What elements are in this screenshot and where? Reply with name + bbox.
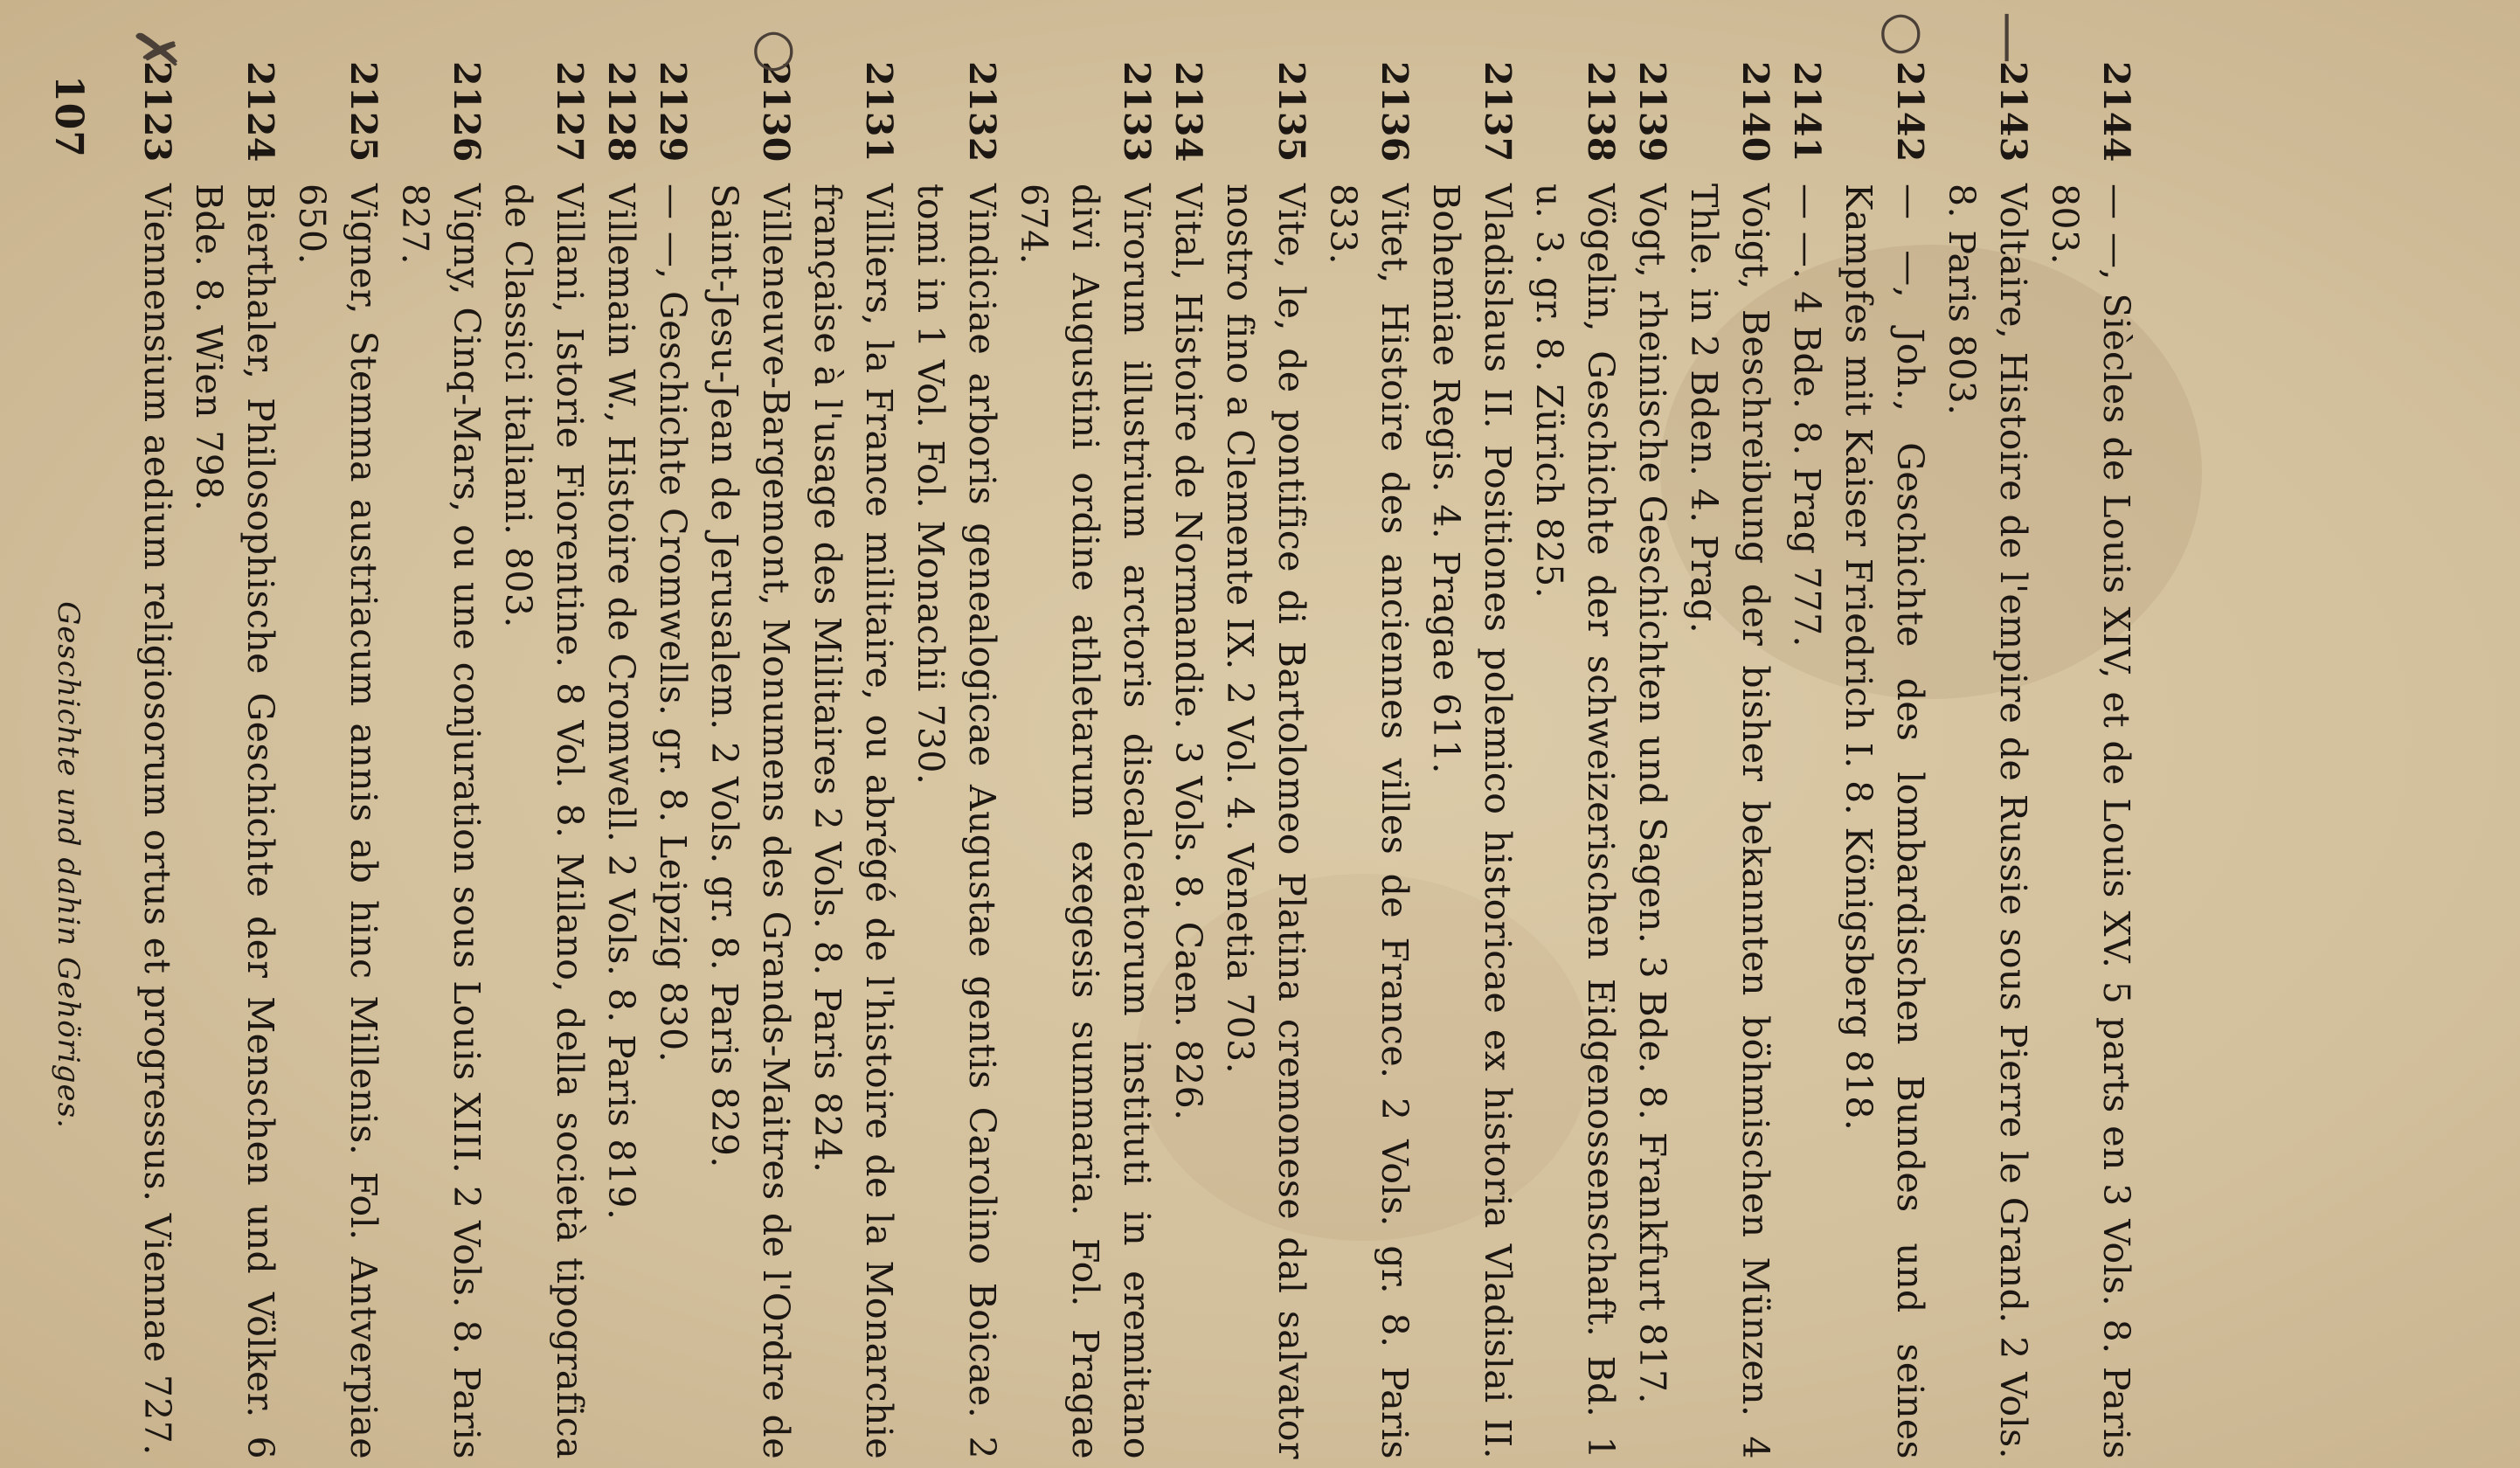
entry-text: Bierthaler, Philosophische Geschichte der Menschen und Völker. 6 Bde. 8. Wien 798. bbox=[188, 184, 281, 1459]
entry-number: 2136 bbox=[1374, 61, 1416, 163]
running-title: Geschichte und dahin Gehöriges. bbox=[51, 601, 86, 1129]
entry-text: — —, Geschichte Cromwells. gr. 8. Leipzig 830. bbox=[652, 184, 694, 1063]
entry-number: 2141 bbox=[1786, 61, 1828, 163]
entry-number: 2130 bbox=[755, 61, 797, 163]
entry-number: 2126 bbox=[446, 61, 488, 163]
catalog-entry bbox=[1626, 61, 1678, 1459]
entry-number: 2144 bbox=[2095, 61, 2137, 163]
catalog-entry bbox=[698, 61, 801, 1459]
catalog-entry bbox=[595, 61, 647, 1459]
entry-text: — —, Siècles de Louis XIV, et de Louis XV. 5 parts en 3 Vols. 8. Paris 803. bbox=[2044, 184, 2137, 1459]
entry-text: Vital, Histoire de Normandie. 3 Vols. 8. Caen. 826. bbox=[1167, 184, 1209, 1121]
catalog-entry bbox=[1162, 61, 1214, 1459]
catalog-entry bbox=[492, 61, 595, 1459]
entry-number: 2138 bbox=[1580, 61, 1622, 163]
entry-number: 2133 bbox=[1116, 61, 1158, 163]
entry-number: 2143 bbox=[1992, 61, 2034, 163]
entry-number: 2139 bbox=[1631, 61, 1673, 163]
entry-number: 2125 bbox=[343, 61, 384, 163]
entry-text: Vitet, Histoire des anciennes villes de France. 2 Vols. gr. 8. Paris 833. bbox=[1322, 184, 1416, 1459]
catalog-entry bbox=[1781, 61, 1832, 1459]
entry-number: 2137 bbox=[1477, 61, 1519, 163]
cross-mark-icon: ✗ bbox=[121, 26, 187, 73]
entry-text: Villemain W., Histoire de Cromwell. 2 Vols. 8. Paris 819. bbox=[600, 184, 642, 1221]
entry-number: 2129 bbox=[652, 61, 694, 163]
entry-text: Vladislaus II. Positiones polemico historicae ex historia Vladislai II. Bohemiae Regis. 4. Pragae 611. bbox=[1425, 184, 1519, 1459]
entry-text: Voltaire, Histoire de l'empire de Russie sous Pierre le Grand. 2 Vols. 8. Paris 803. bbox=[1941, 184, 2034, 1459]
catalog-entry bbox=[1007, 61, 1162, 1459]
entry-text: — —, Joh., Geschichte des lombardischen Bundes und seines Kampfes mit Kaiser Friedrich I. 8. Königsberg 818. bbox=[1838, 184, 1931, 1459]
catalog-entry bbox=[1317, 61, 1420, 1459]
entry-text: Vindiciae arboris genealogicae Augustae gentis Carolino Boicae. 2 tomi in 1 Vol. Fol. Monachii 730. bbox=[910, 184, 1003, 1459]
entry-text: Vögelin, Geschichte der schweizerischen Eidgenossenschaft. Bd. 1 u. 3. gr. 8. Zürich 825. bbox=[1528, 184, 1622, 1459]
entry-text: Villeneuve-Bargemont, Monumens des Grands-Maitres de l'Ordre de Saint-Jesu-Jean de Jerusalem. 2 Vols. gr. 8. Paris 829. bbox=[703, 184, 797, 1459]
circle-mark-icon: ○ bbox=[1879, 0, 1923, 59]
page-number: 107 bbox=[46, 75, 91, 158]
catalog-entry bbox=[389, 61, 492, 1459]
catalog-entry bbox=[183, 61, 286, 1459]
catalog-entry bbox=[286, 61, 389, 1459]
entry-text: Vigner, Stemma austriacum annis ab hinc Millenis. Fol. Antverpiae 650. bbox=[291, 184, 384, 1459]
entry-number: 2132 bbox=[961, 61, 1003, 163]
entry-text: Villiers, la France militaire, ou abrégé de l'histoire de la Monarchie française à l'usage des Militaires 2 Vols. 8. Paris 824. bbox=[807, 184, 900, 1459]
entry-number: 2124 bbox=[239, 61, 281, 163]
entry-number: 2123 bbox=[136, 61, 178, 163]
entry-text: Vogt, rheinische Geschichten und Sagen. 3 Bde. 8. Frankfurt 817. bbox=[1631, 184, 1673, 1404]
catalog-entry bbox=[2039, 61, 2142, 1459]
catalog-entry bbox=[647, 61, 698, 1459]
entry-number: 2135 bbox=[1270, 61, 1312, 163]
catalog-entry bbox=[1935, 61, 2039, 1459]
entry-number: 2142 bbox=[1889, 61, 1931, 163]
catalog-entry bbox=[131, 61, 183, 1459]
entry-text: Viennensium aedium religiosorum ortus et progressus. Viennae 727. bbox=[136, 184, 178, 1456]
entry-text: Virorum illustrium arctoris discalceatorum instituti in eremitano divi Augustini ordine athletarum exegesis summaria. Fol. Pragae 674. bbox=[1013, 184, 1158, 1459]
entry-number: 2131 bbox=[858, 61, 900, 163]
entry-number: 2127 bbox=[549, 61, 591, 163]
circle-mark-icon: ○ bbox=[751, 17, 796, 77]
entry-text: Voigt, Beschreibung der bisher bekannten böhmischen Münzen. 4 Thle. in 2 Bden. 4. Prag. bbox=[1683, 184, 1776, 1459]
dash-mark-icon: — bbox=[1979, 11, 2040, 64]
catalog-entry bbox=[1420, 61, 1523, 1459]
entry-number: 2134 bbox=[1167, 61, 1209, 163]
entry-number: 2128 bbox=[600, 61, 642, 163]
entry-number: 2140 bbox=[1734, 61, 1776, 163]
entry-text: Vite, le, de pontifice di Bartolomeo Platina cremonese dal salvator nostro fino a Clemente IX. 2 Vol. 4. Venetia 703. bbox=[1219, 184, 1312, 1459]
entry-text: — —. 4 Bde. 8. Prag 777. bbox=[1786, 184, 1828, 647]
entry-text: Villani, Istorie Fiorentine. 8 Vol. 8. Milano, della società tipografica de Classici italiani. 803. bbox=[497, 184, 591, 1459]
catalog-entry bbox=[1523, 61, 1626, 1459]
catalog-entry bbox=[1678, 61, 1781, 1459]
catalog-entry bbox=[904, 61, 1007, 1459]
page-header bbox=[30, 0, 91, 1468]
entry-text: Vigny, Cinq-Mars, ou une conjuration sous Louis XIII. 2 Vols. 8. Paris 827. bbox=[394, 184, 488, 1459]
entry-list bbox=[131, 61, 2433, 1459]
catalog-entry bbox=[801, 61, 904, 1459]
catalog-entry bbox=[1832, 61, 1935, 1459]
catalog-entry bbox=[1214, 61, 1317, 1459]
